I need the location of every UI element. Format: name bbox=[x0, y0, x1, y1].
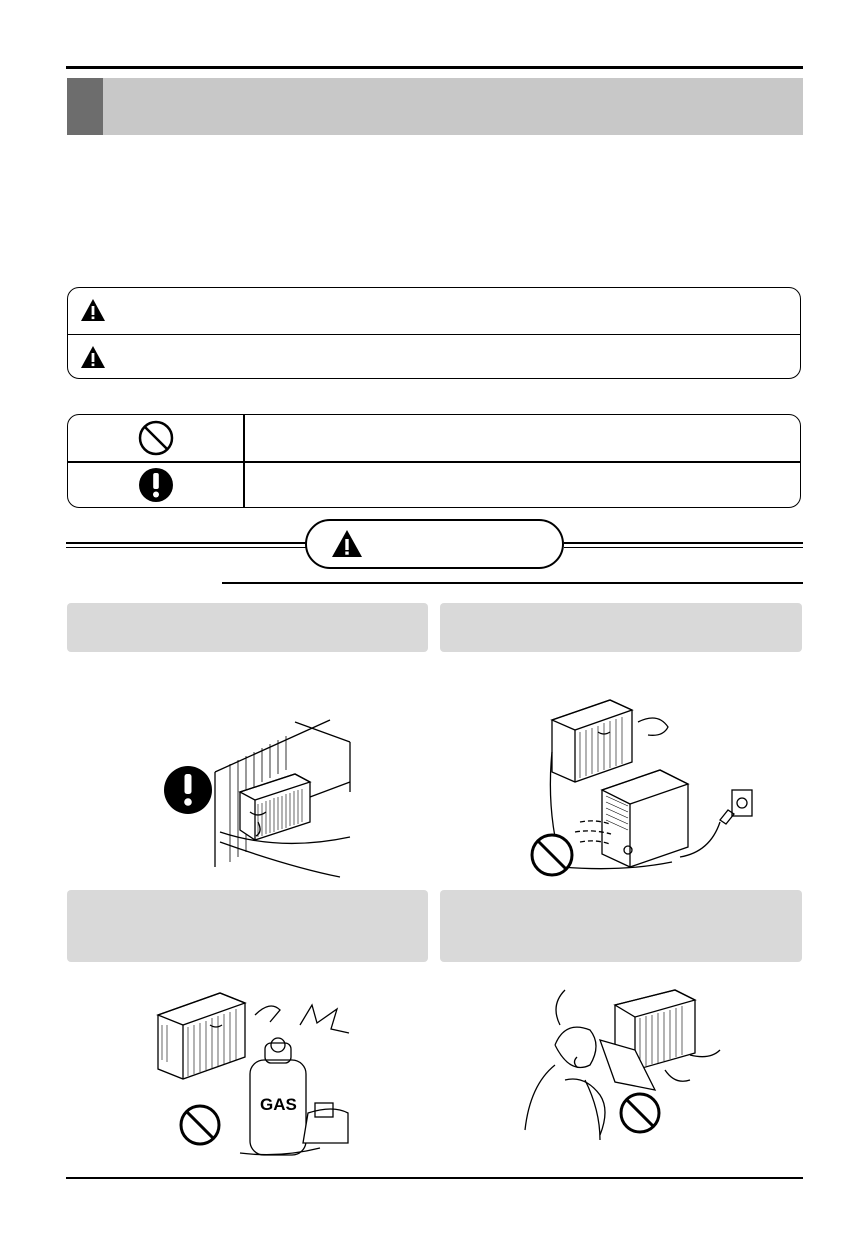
gas-label: GAS bbox=[260, 1095, 297, 1114]
banner-rule-right bbox=[564, 542, 803, 548]
heater-near-unit-illustration bbox=[520, 692, 770, 882]
section-title-bar bbox=[67, 78, 803, 135]
gas-cylinder-illustration bbox=[150, 985, 360, 1160]
legend-caution-row bbox=[68, 334, 800, 381]
instruction-card bbox=[440, 603, 802, 652]
mandatory-icon bbox=[137, 466, 175, 504]
table-divider bbox=[68, 461, 800, 463]
installation-illustration bbox=[160, 712, 360, 882]
instruction-card bbox=[440, 890, 802, 962]
instruction-card bbox=[67, 890, 428, 962]
warning-triangle-icon bbox=[80, 297, 106, 323]
warning-banner bbox=[305, 519, 564, 569]
prohibited-icon bbox=[137, 419, 175, 457]
top-rule bbox=[66, 66, 803, 69]
title-tab bbox=[67, 78, 103, 135]
warning-triangle-icon bbox=[80, 344, 106, 370]
warning-legend-box bbox=[67, 287, 801, 379]
banner-rule-left bbox=[66, 542, 306, 548]
bottom-rule bbox=[66, 1177, 803, 1179]
intro-text-area bbox=[67, 150, 803, 270]
section-rule bbox=[222, 582, 803, 584]
legend-warning-row bbox=[68, 288, 800, 334]
instruction-card bbox=[67, 603, 428, 652]
symbol-legend-box bbox=[67, 414, 801, 508]
warning-triangle-icon bbox=[331, 529, 363, 559]
person-inhaling-airflow-illustration bbox=[515, 985, 730, 1150]
